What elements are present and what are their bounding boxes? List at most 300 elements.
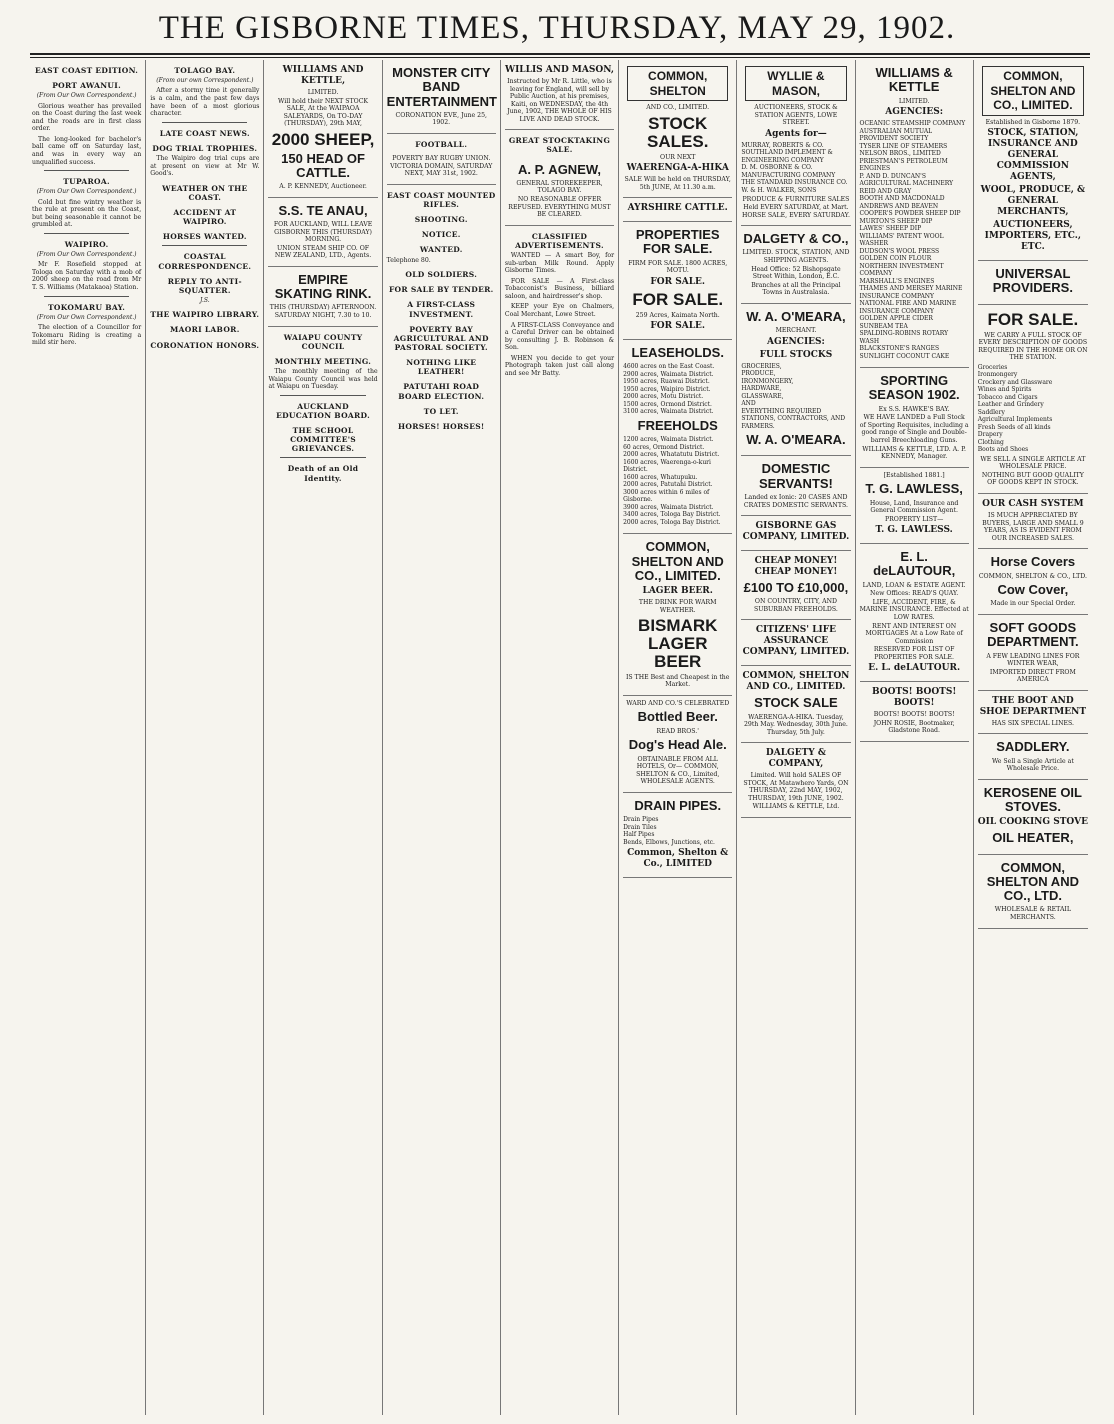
- list-item: 60 acres, Ormond District.: [623, 443, 705, 451]
- advert-common-shelton-footer: [978, 855, 1088, 929]
- masthead-rule: [30, 53, 1090, 58]
- list-item: FARMERS.: [741, 422, 775, 430]
- article-subheading: WEATHER ON THE COAST.: [162, 183, 248, 202]
- advert-heading: GREAT STOCKTAKING SALE.: [508, 136, 611, 155]
- advert-omeara: [741, 304, 850, 457]
- advert-text: ON COUNTRY, CITY, AND SUBURBAN FREEHOLDS.: [754, 598, 838, 613]
- advert-subheadline: CHEAP MONEY! CHEAP MONEY!: [754, 556, 838, 577]
- advert-firm-box: COMMON, SHELTON AND CO., LIMITED.: [982, 66, 1084, 116]
- advert-headline: COMMON, SHELTON AND CO., LIMITED.: [742, 671, 850, 693]
- advert-text: Made in our Special Order.: [990, 600, 1076, 608]
- list-item: EVERYTHING REQUIRED: [741, 407, 822, 415]
- advert-headline: A. P. AGNEW,: [517, 161, 602, 177]
- advert-text: OUR NEXT: [660, 153, 696, 161]
- list-item: Ironmongery: [977, 371, 1018, 379]
- advert-headline: W. A. O'MEARA,: [746, 308, 846, 324]
- advert-stock-sale: [268, 60, 377, 198]
- article-subheading: SHOOTING.: [414, 215, 468, 225]
- advert-text: New Offices: READ'S QUAY.: [870, 590, 959, 598]
- advert-text: NOTHING BUT GOOD QUALITY OF GOODS KEPT IN STOCK.: [981, 471, 1084, 487]
- advert-headline: SOFT GOODS DEPARTMENT.: [987, 619, 1079, 650]
- advert-steamer: [268, 198, 377, 267]
- notice-heading: FOR SALE BY TENDER.: [388, 285, 494, 295]
- advert-text: PRODUCE & FURNITURE SALES Held EVERY SATURDAY, at Mart. HORSE SALE, EVERY SATURDAY.: [741, 196, 850, 219]
- article-heading: WAIAPU COUNTY COUNCIL: [283, 332, 363, 351]
- advert-signature: A. P. KENNEDY, Auctioneer.: [279, 183, 367, 191]
- advert-cheap-money: [741, 551, 850, 620]
- list-item: Drapery: [977, 431, 1003, 439]
- advert-headline: 2000 SHEEP,: [271, 129, 375, 149]
- advert-bottled-beer: [623, 696, 732, 793]
- list-item: GOLDEN COIN FLOUR: [859, 255, 932, 263]
- advert-text: OBTAINABLE FROM ALL HOTELS, Or— COMMON, SHELTON & CO., Limited, WHOLESALE AGENTS.: [636, 755, 720, 786]
- divider: [44, 296, 129, 297]
- advert-subheadline: FOR SALE.: [650, 276, 706, 287]
- list-item: DUDSON'S WOOL PRESS: [859, 247, 940, 255]
- advert-headline: KEROSENE OIL STOVES.: [983, 784, 1082, 815]
- list-item: THE STANDARD INSURANCE CO.: [741, 179, 848, 187]
- advert-headline: BOOTS! BOOTS! BOOTS!: [871, 687, 957, 709]
- list-item: 2000 acres, Tologa Bay District.: [623, 518, 721, 526]
- advert-subheadline: WOOL, PRODUCE, & GENERAL MERCHANTS,: [980, 185, 1086, 218]
- column-6: [619, 60, 737, 1415]
- list-item: W. & H. WALKER, SONS: [741, 186, 817, 194]
- advert-headline: DRAIN PIPES.: [634, 797, 722, 813]
- advert-signature: E. L. deLAUTOUR.: [868, 663, 961, 674]
- advert-headline: SPORTING SEASON 1902.: [868, 373, 960, 403]
- article-paragraph: The long-looked for bachelor's ball came off on Saturday last, and was in every way an unqualified success.: [32, 135, 142, 166]
- advert-subheadline: CITIZENS' LIFE ASSURANCE COMPANY, LIMITED.: [742, 625, 850, 658]
- advert-headline: COMMON, SHELTON AND CO., LTD.: [986, 859, 1079, 904]
- leasehold-list: [623, 363, 732, 416]
- advert-subheadline: STOCK, STATION, INSURANCE AND GENERAL COMMISSION AGENTS,: [987, 128, 1079, 183]
- list-item: 1600 acres, Waerenga-o-kuri District.: [623, 458, 711, 474]
- advert-text: FOR AUCKLAND, WILL LEAVE GISBORNE THIS (THURSDAY) MORNING.: [273, 221, 373, 244]
- advert-subheadline: AGENCIES:: [767, 336, 825, 347]
- advert-text: BOOTS! BOOTS! BOOTS!: [873, 711, 955, 719]
- advert-horse-covers: [978, 549, 1088, 615]
- article-subheading: THE SCHOOL COMMITTEE'S GRIEVANCES.: [290, 425, 357, 454]
- divider: [162, 245, 247, 246]
- list-item: 3400 acres, Tologa Bay District.: [623, 511, 721, 519]
- advert-text: WAERENGA-A-HIKA. Tuesday, 29th May. Wednesday, 30th June. Thursday, 5th July.: [743, 713, 848, 736]
- advert-text: IS MUCH APPRECIATED BY BUYERS, LARGE AND SMALL 9 YEARS, AS IS EVIDENT FROM OUR INCREASED SALES.: [982, 512, 1084, 542]
- article-paragraph: After a stormy time it generally is a calm, and the past few days have been of a most glorious character.: [150, 87, 260, 118]
- advert-text: House, Land, Insurance and General Commission Agent.: [869, 499, 959, 515]
- list-item: Clothing: [977, 438, 1004, 446]
- advert-signature: COMMON, SHELTON & CO., LTD.: [978, 572, 1087, 580]
- advert-text: Established in Gisborne 1879.: [985, 118, 1081, 126]
- list-item: SOUTHLAND IMPLEMENT & ENGINEERING COMPANY: [741, 149, 833, 164]
- notice-heading: PATUTAHI ROAD BOARD ELECTION.: [398, 382, 485, 401]
- advert-sub: AND CO., LIMITED.: [646, 104, 710, 112]
- list-item: 2000 acres, Whatatutu District.: [623, 451, 720, 459]
- list-item: 1950 acres, Waipiro District.: [623, 385, 711, 393]
- advert-text: Limited. Will hold SALES OF STOCK, At Matawhero Yards, ON THURSDAY, 22nd MAY, 1902, THURSDAY, 19th JUNE, 1902.: [743, 772, 849, 802]
- list-item: 1950 acres, Ruawai District.: [623, 378, 710, 386]
- advert-headline: SADDLERY.: [996, 739, 1070, 755]
- column-2: [146, 60, 264, 1415]
- article-subheading: MONTHLY MEETING.: [274, 356, 372, 366]
- advert-skating-rink: [268, 267, 377, 327]
- advert-soft-goods: [978, 615, 1088, 691]
- list-item: HARDWARE,: [741, 385, 782, 393]
- advert-text: Instructed by Mr R. Little, who is leaving for England, will sell by Public Auction, at his premises, Kaiti, on WEDNESDAY, the 4th June, 1902, THE WHOLE OF HIS LIVE AND DEAD STOCK.: [507, 77, 612, 123]
- advert-cash-system: [978, 494, 1088, 549]
- advert-subheadline: FOR SALE.: [650, 321, 706, 332]
- list-item: 1200 acres, Waimata District.: [623, 436, 714, 444]
- list-item: Fresh Seeds of all kinds: [977, 423, 1051, 431]
- advert-subheadline: AYRSHIRE CATTLE.: [627, 203, 728, 214]
- advert-citizens-life: [741, 620, 850, 666]
- article-heading: PORT AWANUI.: [52, 81, 121, 91]
- advert-text: NO REASONABLE OFFER REFUSED. EVERYTHING MUST BE CLEARED.: [508, 196, 611, 219]
- list-item: SPALDING-ROBINS ROTARY WASH: [859, 330, 949, 345]
- list-item: NELSON BROS., LIMITED: [859, 150, 941, 158]
- article-heading: TUPAROA.: [63, 177, 110, 187]
- advert-text: READ BROS.': [656, 727, 699, 735]
- article-heading: FOOTBALL.: [415, 140, 468, 150]
- advert-signature: WILLIAMS & KETTLE, LTD. A. P. KENNEDY, Manager.: [862, 445, 966, 461]
- classified-item: WHEN you decide to get your Photograph taken just call along and see Mr Batty.: [504, 354, 615, 377]
- list-item: STATIONS, CONTRACTORS, AND: [741, 415, 846, 423]
- advert-text: Branches at all the Principal Towns in Australasia.: [751, 281, 841, 297]
- article-paragraph: The monthly meeting of the Waiapu County Council was held at Waiapu on Tuesday.: [268, 368, 378, 391]
- article-subheading: HORSES WANTED.: [162, 232, 247, 242]
- list-item: Wines and Spirits: [977, 386, 1032, 394]
- advert-headline: OIL HEATER,: [992, 830, 1074, 846]
- advert-text: HAS SIX SPECIAL LINES.: [991, 719, 1074, 727]
- list-item: IRONMONGERY,: [741, 377, 794, 385]
- advert-dalgety-sales: [741, 743, 850, 818]
- list-item: TYSER LINE OF STEAMERS: [859, 142, 948, 150]
- advert-headline: FOR SALE.: [987, 309, 1079, 329]
- advert-headline: DOMESTIC SERVANTS!: [758, 461, 833, 491]
- list-item: GROCERIES,: [741, 362, 782, 370]
- advert-headline: BISMARK LAGER BEER: [638, 616, 718, 671]
- advert-text: PROPERTY LIST—: [884, 515, 944, 523]
- advert-williams-kettle: [860, 60, 969, 368]
- list-item: BLACKSTONE'S RANGES: [859, 345, 940, 353]
- notice-heading: POVERTY BAY AGRICULTURAL AND PASTORAL SOCIETY.: [393, 324, 489, 352]
- advert-sub: LIMITED.: [307, 88, 339, 96]
- list-item: Saddlery: [977, 408, 1005, 416]
- advert-domestic-servants: [741, 456, 850, 516]
- advert-text: FIRM FOR SALE. 1800 ACRES, MOTU.: [628, 259, 728, 275]
- advert-text: [Established 1881.]: [883, 471, 945, 479]
- advert-subheadline: AGENCIES:: [885, 107, 944, 118]
- agency-list: [741, 142, 850, 195]
- advert-firm: WILLIAMS AND KETTLE,: [282, 65, 364, 86]
- masthead: [0, 0, 1114, 56]
- article-heading: EAST COAST MOUNTED RIFLES.: [387, 190, 496, 209]
- list-item: PRIESTMAN'S PETROLEUM ENGINES: [859, 157, 948, 173]
- stock-list: [741, 363, 850, 431]
- advert-headline: COMMON, SHELTON AND CO., LIMITED.: [631, 539, 724, 583]
- article-subheading: REPLY TO ANTI-SQUATTER.: [167, 276, 242, 295]
- byline: (From Our Own Correspondent.): [36, 250, 137, 258]
- list-item: BOOTH AND MACDONALD: [859, 195, 945, 203]
- list-item: 1600 acres, Whatupuku.: [623, 473, 698, 481]
- list-item: Tobacco and Cigars: [977, 393, 1038, 401]
- article-subheading: ACCIDENT AT WAIPIRO.: [173, 207, 237, 227]
- advert-text: 259 Acres, Kaimata North.: [635, 311, 720, 319]
- classified-item: A FIRST-CLASS Conveyance and a Careful Driver can be obtained by consulting J. B. Robinson & Son.: [504, 321, 615, 352]
- divider: [280, 395, 365, 396]
- advert-subheadline: OIL COOKING STOVE: [977, 817, 1088, 828]
- article-heading: WAIPIRO.: [64, 239, 109, 249]
- advert-headline: UNIVERSAL PROVIDERS.: [992, 266, 1073, 296]
- advert-text: LIMITED. STOCK, STATION, AND SHIPPING AGENTS.: [742, 249, 850, 264]
- advert-sub: LIMITED.: [898, 97, 930, 105]
- byline: (From Our Own Correspondent.): [36, 92, 137, 100]
- advert-text: Ex S.S. HAWKE'S BAY.: [878, 405, 950, 413]
- advert-kerosene: [978, 780, 1088, 855]
- byline: (From Our Own Correspondent.): [36, 313, 137, 321]
- advert-subheadline: AUCTIONEERS, IMPORTERS, ETC., ETC.: [984, 220, 1082, 253]
- list-item: 3100 acres, Waimata District.: [623, 408, 714, 416]
- advert-headline: DALGETY & CO.,: [743, 231, 849, 247]
- notice-heading: OLD SOLDIERS.: [405, 270, 478, 280]
- advert-text: WHOLESALE & RETAIL MERCHANTS.: [994, 906, 1071, 922]
- advert-band-entertainment: [387, 60, 496, 134]
- advert-common-shelton: [978, 60, 1088, 261]
- classified-heading: CLASSIFIED ADVERTISEMENTS.: [515, 231, 604, 250]
- advert-text: RENT AND INTEREST ON MORTGAGES At a Low Rate of Commission: [865, 622, 963, 645]
- advert-headline: Bottled Beer.: [637, 709, 718, 725]
- advert-headline: S.S. TE ANAU,: [278, 202, 368, 218]
- notice-heading: NOTICE.: [421, 230, 461, 240]
- list-item: GLASSWARE,: [741, 392, 784, 400]
- advert-subheadline: OUR CASH SYSTEM: [982, 499, 1084, 510]
- divider: [44, 170, 129, 171]
- advert-headline: MONSTER CITY BAND ENTERTAINMENT: [386, 65, 497, 109]
- advert-subheadline: Agents for—: [765, 128, 827, 139]
- advert-text: WARD AND CO.'S CELEBRATED: [626, 699, 730, 707]
- advert-headline: THE BOOT AND SHOE DEPARTMENT: [979, 695, 1087, 717]
- advert-firm-box: COMMON, SHELTON: [627, 66, 728, 101]
- advert-storekeeper: [505, 157, 614, 226]
- list-item: NATIONAL FIRE AND MARINE INSURANCE COMPANY: [859, 300, 957, 315]
- advert-headline: FOR SALE.: [632, 289, 724, 309]
- notice-heading: TO LET.: [423, 406, 459, 416]
- advert-text: RESERVED FOR LIST OF PROPERTIES FOR SALE.: [873, 646, 955, 661]
- article-heading: AUCKLAND EDUCATION BOARD.: [276, 401, 371, 420]
- advert-signature: Common, Shelton & Co., LIMITED: [627, 848, 729, 870]
- list-item: OCEANIC STEAMSHIP COMPANY: [859, 120, 966, 128]
- advert-leaseholds: [623, 340, 732, 534]
- article-paragraph: Mr F. Rosefield stopped at Tologa on Saturday with a mob of 2000 sheep on the road from Mr T. S. Williams (Matakaoa) Station.: [32, 261, 142, 291]
- columns: [28, 60, 1092, 1415]
- advert-signature: JOHN ROSIE, Bootmaker, Gladstone Road.: [873, 719, 955, 735]
- column-1: [28, 60, 146, 1415]
- classified-item: WANTED — A smart Boy, for sub-urban Milk Round. Apply Gisborne Times.: [504, 252, 615, 275]
- advert-sporting-season: [860, 368, 969, 468]
- divider: [280, 457, 365, 458]
- advert-headline: T. G. LAWLESS,: [865, 481, 963, 497]
- notice-heading: A FIRST-CLASS INVESTMENT.: [407, 300, 476, 319]
- article-paragraph: The election of a Councillor for Tokomaru Riding is creating a mild stir here.: [32, 323, 142, 347]
- list-item: AUSTRALIAN MUTUAL PROVIDENT SOCIETY: [859, 127, 933, 143]
- list-item: AND: [741, 400, 756, 408]
- advert-headline: W. A. O'MEARA.: [746, 432, 846, 448]
- advert-for-sale: [978, 305, 1088, 494]
- advert-headline: £100 TO £10,000,: [743, 579, 849, 595]
- advert-drain-pipes: [623, 793, 732, 878]
- advert-text: WE SELL A SINGLE ARTICLE AT WHOLESALE PRICE.: [980, 455, 1086, 471]
- advert-subheadline: LAGER BEER.: [642, 586, 713, 597]
- advert-text: MERCHANT.: [775, 327, 817, 335]
- advert-headline: STOCK SALE: [754, 695, 838, 711]
- advert-headline: Horse Covers: [990, 554, 1076, 570]
- advert-delautour: [860, 544, 969, 682]
- list-item: PRODUCE,: [741, 370, 776, 378]
- list-item: THAMES AND MERSEY MARINE INSURANCE COMPANY: [859, 285, 963, 300]
- byline: (From Our Own Correspondent.): [36, 188, 137, 196]
- advert-signature: T. G. LAWLESS.: [875, 525, 953, 536]
- column-4: [383, 60, 501, 1415]
- list-item: Bends, Elbows, Junctions, etc.: [623, 838, 715, 846]
- list-item: 3000 acres within 6 miles of Gisborne.: [623, 488, 710, 504]
- advert-signature: WILLIAMS & KETTLE, Ltd.: [752, 803, 840, 811]
- advert-text: Landed ex Ionic: 20 CASES AND CRATES DOMESTIC SERVANTS.: [743, 493, 848, 509]
- advert-gas-company: [741, 516, 850, 551]
- list-item: GOLDEN APPLE CIDER: [859, 315, 933, 323]
- advert-football: [387, 151, 496, 185]
- list-item: 4600 acres on the East Coast.: [623, 363, 715, 371]
- signature: J.S.: [200, 296, 210, 304]
- telephone-number: Telephone 80.: [386, 256, 431, 264]
- column-5: [501, 60, 619, 1415]
- list-item: ANDREWS AND BEAVEN: [859, 202, 939, 210]
- advert-headline: LEASEHOLDS.: [631, 345, 724, 361]
- advert-text: SALE Will be held on THURSDAY, 5th JUNE, At 11.30 a.m.: [624, 176, 731, 191]
- advert-wyllie-mason: [741, 60, 850, 226]
- advert-headline: Cow Cover,: [997, 582, 1069, 598]
- advert-text: WE HAVE LANDED a Full Stock of Sporting Requisites, including a good range of Single and Double-barrel Breechloading Guns.: [859, 414, 969, 444]
- article-subheading: MAORI LABOR.: [170, 325, 240, 335]
- advert-text: Will hold their NEXT STOCK SALE, At the WAIPAOA SALEYARDS, On TO-DAY (THURSDAY), 29th MAY,: [278, 97, 369, 128]
- advert-stock-sales: [623, 60, 732, 198]
- list-item: D. M. OSBORNE & CO. MANUFACTURING COMPANY: [741, 164, 836, 179]
- advert-text: IS THE Best and Cheapest in the Market.: [625, 673, 730, 689]
- article-subheading: DOG TRIAL TROPHIES.: [152, 143, 258, 153]
- agency-list: [860, 120, 969, 360]
- advert-stock-sale-2: [741, 666, 850, 743]
- list-item: COOPER'S POWDER SHEEP DIP: [859, 210, 961, 218]
- advert-text: GENERAL STOREKEEPER, TOLAGO BAY.: [516, 179, 603, 195]
- advert-firm-box: WYLLIE & MASON,: [745, 66, 846, 101]
- list-item: Leather and Grindery: [977, 401, 1044, 409]
- advert-headline: FREEHOLDS: [637, 417, 718, 433]
- list-item: 1500 acres, Ormond District.: [623, 400, 712, 408]
- article-heading: LATE COAST NEWS.: [159, 128, 250, 138]
- article-paragraph: Cold but fine wintry weather is the rule at present on the Coast, but being seasonable it cannot be grumbled at.: [32, 198, 142, 229]
- advert-boot-shoe: [978, 691, 1088, 735]
- list-item: SUNBEAM TEA: [859, 322, 908, 330]
- list-item: P. AND D. DUNCAN'S AGRICULTURAL MACHINERY: [859, 172, 954, 188]
- list-item: Half Pipes: [623, 831, 655, 839]
- advert-headline: Dog's Head Ale.: [628, 737, 727, 753]
- advert-text: LAND, LOAN & ESTATE AGENT.: [862, 581, 966, 589]
- article-subheading: CORONATION HONORS.: [150, 340, 260, 350]
- advert-headline: E. L. deLAUTOUR,: [873, 549, 956, 579]
- list-item: MARSHALL'S ENGINES: [859, 277, 935, 285]
- classified-item: FOR SALE — A First-class Tobacconist's Business, billiard saloon, and hairdresser's shop.: [504, 277, 615, 300]
- list-item: 2000 acres, Patutahi District.: [623, 481, 713, 489]
- advert-subheadline: FULL STOCKS: [759, 349, 833, 360]
- advert-subheadline: WAERENGA-A-HIKA: [626, 163, 729, 174]
- classified-item: KEEP your Eye on Chalmers, Coal Merchant, Lowe Street.: [504, 303, 615, 318]
- list-item: 2000 acres, Motu District.: [623, 393, 704, 401]
- column-9: [974, 60, 1092, 1415]
- list-item: 3900 acres, Waimata District.: [623, 503, 714, 511]
- column-7: [737, 60, 855, 1415]
- notice-heading: WANTED.: [419, 245, 463, 255]
- list-item: LAWES' SHEEP DIP: [859, 225, 922, 233]
- list-item: Groceries: [977, 363, 1008, 371]
- advert-text: Head Office: 52 Bishopsgate Street Within, London, E.C.: [751, 265, 841, 281]
- advert-boots: [860, 682, 969, 742]
- advert-text: THIS (THURSDAY) AFTERNOON. SATURDAY NIGHT, 7.30 to 10.: [269, 304, 377, 320]
- article-heading: Death of an Old Identity.: [287, 464, 359, 483]
- divider: [44, 233, 129, 234]
- pipe-list: [623, 816, 732, 846]
- advert-clearing-sale: [505, 60, 614, 130]
- advert-headline: GISBORNE GAS COMPANY, LIMITED.: [742, 521, 850, 543]
- advert-text: A FEW LEADING LINES FOR WINTER WEAR,: [986, 652, 1080, 668]
- list-item: MURTON'S SHEEP DIP: [859, 217, 933, 225]
- article-paragraph: Glorious weather has prevailed on the Coast during the last week and the roads are in first class order.: [32, 102, 142, 133]
- list-item: MURRAY, ROBERTS & CO.: [741, 141, 824, 149]
- advert-headline: WILLIAMS & KETTLE: [875, 65, 953, 95]
- advert-lawless: [860, 468, 969, 545]
- section-heading: EAST COAST EDITION.: [35, 66, 139, 75]
- freehold-list: [623, 436, 732, 526]
- notice-heading: HORSES! HORSES!: [398, 421, 485, 431]
- advert-ayrshire: [623, 198, 732, 222]
- advert-text: We Sell a Single Article at Wholesale Price.: [991, 757, 1074, 773]
- article-heading: TOKOMARU BAY.: [48, 302, 126, 312]
- advert-headline: STOCK SALES.: [647, 113, 709, 151]
- list-item: Drain Pipes: [623, 816, 659, 824]
- advert-text: LIFE, ACCIDENT, FIRE, & MARINE INSURANCE. Effected at LOW RATES.: [859, 598, 969, 622]
- list-item: 2900 acres, Waimata District.: [623, 370, 714, 378]
- advert-text: IMPORTED DIRECT FROM AMERICA: [989, 668, 1076, 684]
- list-item: WILLIAMS' PATENT WOOL WASHER: [859, 232, 944, 248]
- column-8: [856, 60, 974, 1415]
- advert-firm: WILLIS AND MASON,: [504, 65, 615, 75]
- article-heading: TOLAGO BAY.: [174, 66, 236, 75]
- divider: [162, 122, 247, 123]
- advert-subheadline: DALGETY & COMPANY,: [765, 748, 826, 770]
- masthead-title: THE GISBORNE TIMES, THURSDAY, MAY 29, 1902.: [158, 10, 956, 46]
- list-item: Crockery and Glassware: [977, 378, 1053, 386]
- advert-headline: PROPERTIES FOR SALE.: [635, 227, 720, 257]
- notice-heading: NOTHING LIKE LEATHER!: [406, 358, 477, 377]
- advert-universal-providers: [978, 261, 1088, 305]
- advert-lager-beer: [623, 534, 732, 696]
- advert-text: AUCTIONEERS, STOCK & STATION AGENTS, LOWE STREET.: [754, 104, 838, 127]
- list-item: Boots and Shoes: [977, 446, 1029, 454]
- list-item: Drain Tiles: [623, 823, 657, 831]
- advert-text: THE DRINK FOR WARM WEATHER.: [638, 599, 717, 614]
- list-item: REID AND GRAY: [859, 187, 912, 195]
- article-heading: COASTAL CORRESPONDENCE.: [158, 252, 252, 271]
- advert-headline: 150 HEAD OF CATTLE.: [281, 150, 365, 180]
- advert-signature: UNION STEAM SHIP CO. OF NEW ZEALAND, LTD., Agents.: [274, 244, 372, 260]
- advert-headline: EMPIRE SKATING RINK.: [274, 271, 372, 302]
